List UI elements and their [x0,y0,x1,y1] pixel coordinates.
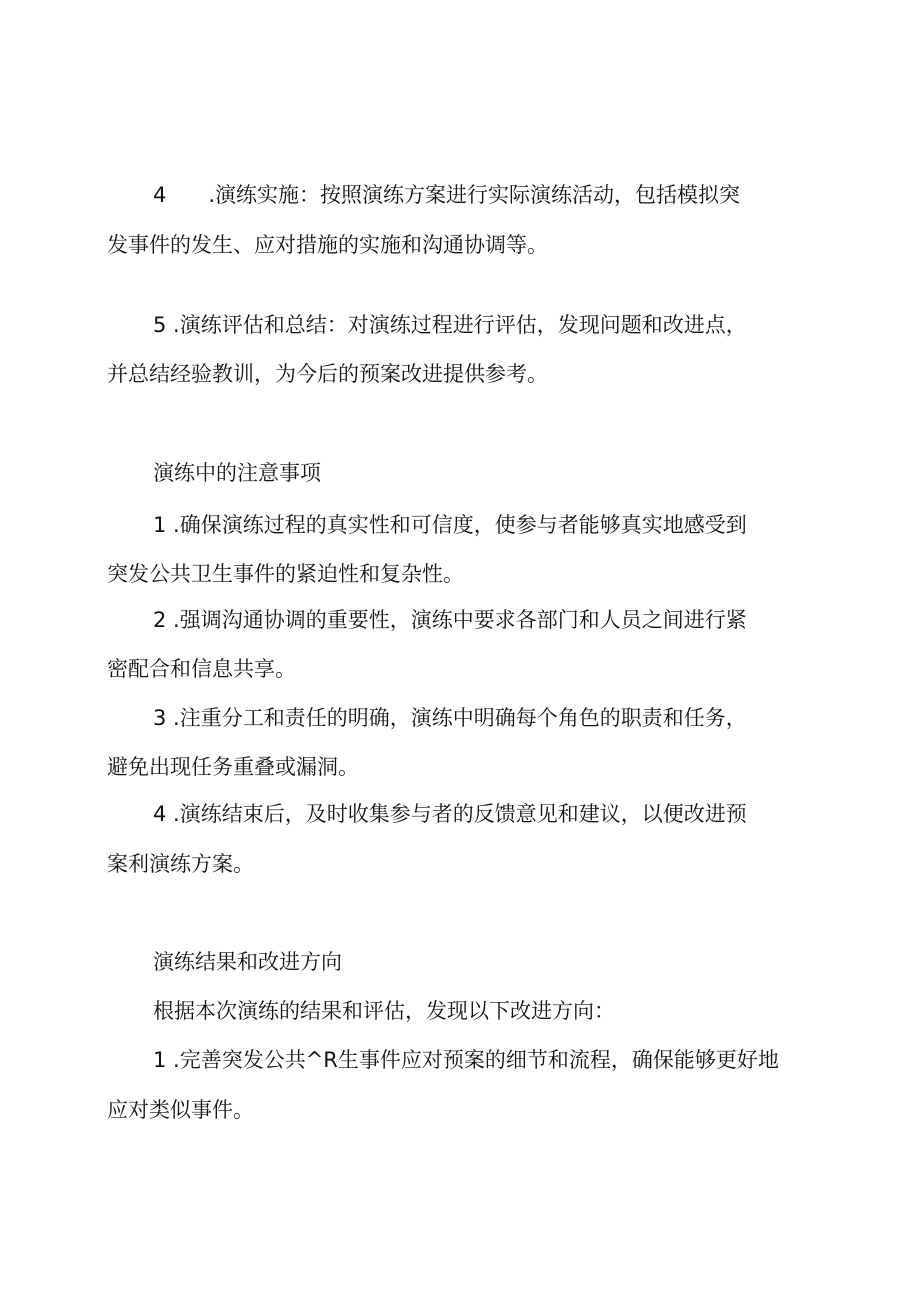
step-4-line-1: 4 .演练实施：按照演练方案进行实际演练活动，包括模拟突 [153,183,741,207]
note-1-line-1: 1 .确保演练过程的真实性和可信度，使参与者能够真实地感受到 [153,513,747,537]
note-3-line-2: 避免出现任务重叠或漏洞。 [107,755,359,779]
result-1-line-2: 应对类似事件。 [107,1098,254,1122]
results-intro: 根据本次演练的结果和评估，发现以下改进方向： [153,999,615,1023]
result-1-line-1: 1 .完善突发公共^R生事件应对预案的细节和流程，确保能够更好地 [153,1048,779,1072]
step-5-line-1: 5 .演练评估和总结：对演练过程进行评估，发现问题和改进点， [153,313,747,337]
note-4-line-1: 4 .演练结束后，及时收集参与者的反馈意见和建议，以便改进预 [153,802,747,826]
note-4-line-2: 案利演练方案。 [107,852,254,876]
step-5-line-2: 并总结经验教训，为今后的预案改进提供参考。 [107,362,548,386]
note-3-line-1: 3 .注重分工和责任的明确，演练中明确每个角色的职责和任务， [153,706,747,730]
results-heading: 演练结果和改进方向 [153,950,342,974]
note-2-line-1: 2 .强调沟通协调的重要性，演练中要求各部门和人员之间进行紧 [153,608,747,632]
notes-heading: 演练中的注意事项 [153,461,321,485]
note-1-line-2: 突发公共卫生事件的紧迫性和复杂性。 [107,562,464,586]
step-4-line-2: 发事件的发生、应对措施的实施和沟通协调等。 [107,233,548,257]
note-2-line-2: 密配合和信息共享。 [107,657,296,681]
